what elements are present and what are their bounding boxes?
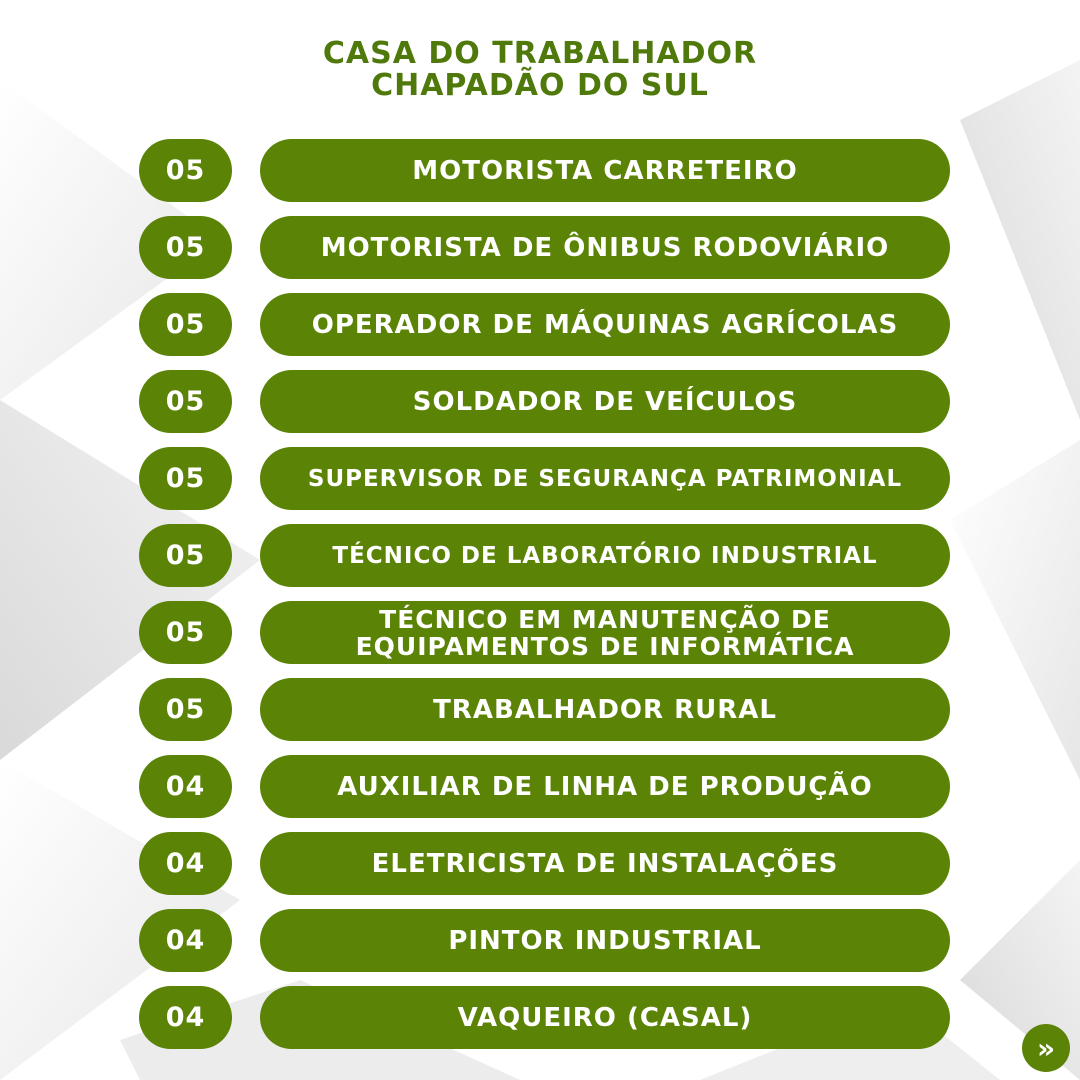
job-title: VAQUEIRO (CASAL) [260,986,950,1049]
job-title: ELETRICISTA DE INSTALAÇÕES [260,832,950,895]
vacancy-count: 04 [139,909,232,972]
vacancy-count: 05 [139,447,232,510]
job-row [139,832,951,895]
job-title: MOTORISTA CARRETEIRO [260,139,950,202]
job-title: TÉCNICO EM MANUTENÇÃO DE EQUIPAMENTOS DE INFORMÁTICA [260,601,950,664]
job-title: AUXILIAR DE LINHA DE PRODUÇÃO [260,755,950,818]
vacancy-count: 05 [139,139,232,202]
double-chevron-right-icon: » [1036,1031,1056,1065]
job-row [139,524,951,587]
title-line-1: CASA DO TRABALHADOR [322,36,758,71]
job-title: SUPERVISOR DE SEGURANÇA PATRIMONIAL [260,447,950,510]
job-row [139,370,951,433]
vacancy-count: 05 [139,601,232,664]
job-title: TRABALHADOR RURAL [260,678,950,741]
job-row [139,986,951,1049]
job-title: PINTOR INDUSTRIAL [260,909,950,972]
job-title: OPERADOR DE MÁQUINAS AGRÍCOLAS [260,293,950,356]
next-button[interactable] [1022,1024,1070,1072]
job-title: MOTORISTA DE ÔNIBUS RODOVIÁRIO [260,216,950,279]
job-row [139,678,951,741]
job-row [139,139,951,202]
vacancy-count: 05 [139,678,232,741]
job-title: SOLDADOR DE VEÍCULOS [260,370,950,433]
title-line-2: CHAPADÃO DO SUL [371,68,709,103]
vacancy-count: 04 [139,832,232,895]
vacancy-count: 05 [139,370,232,433]
job-row [139,755,951,818]
vacancy-count: 05 [139,216,232,279]
job-title: TÉCNICO DE LABORATÓRIO INDUSTRIAL [260,524,950,587]
vacancy-count: 04 [139,755,232,818]
job-row [139,447,951,510]
job-row [139,909,951,972]
vacancy-count: 05 [139,293,232,356]
job-row [139,293,951,356]
job-row [139,216,951,279]
job-row [139,601,951,664]
vacancy-count: 05 [139,524,232,587]
vacancy-count: 04 [139,986,232,1049]
